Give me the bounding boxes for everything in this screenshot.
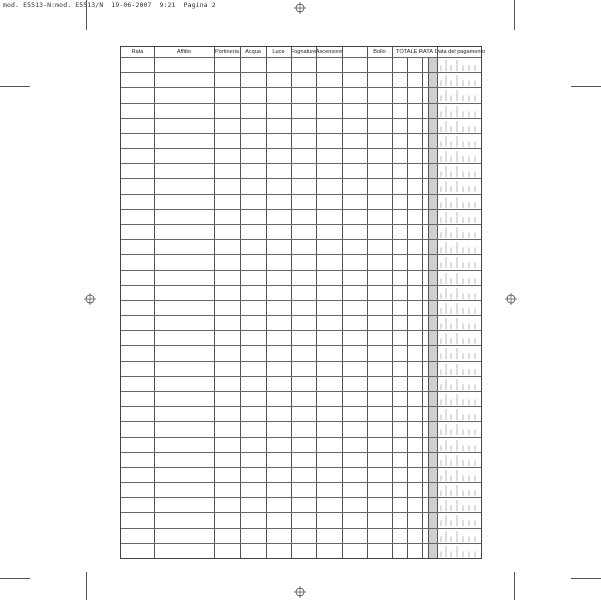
date-tick-marks (439, 391, 483, 406)
table-row (121, 467, 481, 482)
table-row (121, 345, 481, 360)
table-row (121, 178, 481, 193)
col-header-ascensore: Ascensore (315, 49, 343, 55)
date-tick-marks (439, 194, 483, 209)
print-header: mod. E5513-N:mod. E5513/N 19-06-2007 9:21 Pagina 2 (3, 1, 216, 9)
table-row (121, 452, 481, 467)
col-header-rata: Rata (131, 49, 144, 55)
table-row (121, 512, 481, 527)
table-row (121, 224, 481, 239)
date-tick-marks (439, 361, 483, 376)
date-tick-marks (439, 467, 483, 482)
table-row (121, 421, 481, 436)
date-tick-marks (439, 285, 483, 300)
table-row (121, 254, 481, 269)
date-tick-marks (439, 452, 483, 467)
table-row (121, 194, 481, 209)
table-row (121, 87, 481, 102)
date-tick-marks (439, 437, 483, 452)
date-tick-marks (439, 543, 483, 558)
date-tick-marks (439, 345, 483, 360)
col-header-blank (342, 47, 367, 57)
col-header-acqua: Acqua (245, 49, 261, 55)
date-tick-marks (439, 421, 483, 436)
table-row (121, 406, 481, 421)
date-tick-marks (439, 57, 483, 72)
payment-ledger-table (120, 46, 486, 559)
table-row (121, 497, 481, 512)
date-tick-marks (439, 376, 483, 391)
table-row (121, 315, 481, 330)
date-tick-marks (439, 118, 483, 133)
date-tick-marks (439, 497, 483, 512)
col-header-affitto: Affitto (176, 49, 192, 55)
table-row (121, 163, 481, 178)
date-tick-marks (439, 87, 483, 102)
col-header-bollo: Bollo (373, 49, 386, 55)
table-row (121, 118, 481, 133)
date-tick-marks (439, 528, 483, 543)
date-tick-marks (439, 239, 483, 254)
col-header-portineria: Portineria (215, 49, 239, 55)
date-tick-marks (439, 103, 483, 118)
table-row (121, 437, 481, 452)
col-header-luce: Luce (272, 49, 285, 55)
date-tick-marks (439, 300, 483, 315)
table-row (121, 285, 481, 300)
date-tick-marks (439, 482, 483, 497)
registration-mark-top-icon (294, 2, 306, 14)
registration-mark-left-icon (84, 293, 96, 305)
col-header-data-pagamento: Data del pagamento (434, 49, 486, 55)
date-tick-marks (439, 406, 483, 421)
date-tick-marks (439, 209, 483, 224)
table-row (121, 133, 481, 148)
table-row (121, 103, 481, 118)
table-row (121, 148, 481, 163)
table-row (121, 376, 481, 391)
date-tick-marks (439, 254, 483, 269)
table-row (121, 270, 481, 285)
table-row (121, 300, 481, 315)
date-tick-marks (439, 148, 483, 163)
registration-mark-right-icon (505, 293, 517, 305)
table-row (121, 482, 481, 497)
table-row (121, 330, 481, 345)
table-row (121, 72, 481, 87)
table-row (121, 57, 481, 72)
date-tick-marks (439, 178, 483, 193)
date-tick-marks (439, 270, 483, 285)
table-row (121, 361, 481, 376)
date-tick-marks (439, 72, 483, 87)
date-tick-marks (439, 315, 483, 330)
table-row (121, 239, 481, 254)
col-header-fognature: Fognature (290, 49, 317, 55)
col-header-totale-rata: TOTALE RATA (396, 49, 433, 55)
table-row (121, 543, 481, 558)
date-tick-marks (439, 512, 483, 527)
registration-mark-bottom-icon (294, 586, 306, 598)
date-tick-marks (439, 163, 483, 178)
date-tick-marks (439, 330, 483, 345)
table-row (121, 528, 481, 543)
table-row (121, 209, 481, 224)
table-row (121, 391, 481, 406)
date-tick-marks (439, 133, 483, 148)
date-tick-marks (439, 224, 483, 239)
